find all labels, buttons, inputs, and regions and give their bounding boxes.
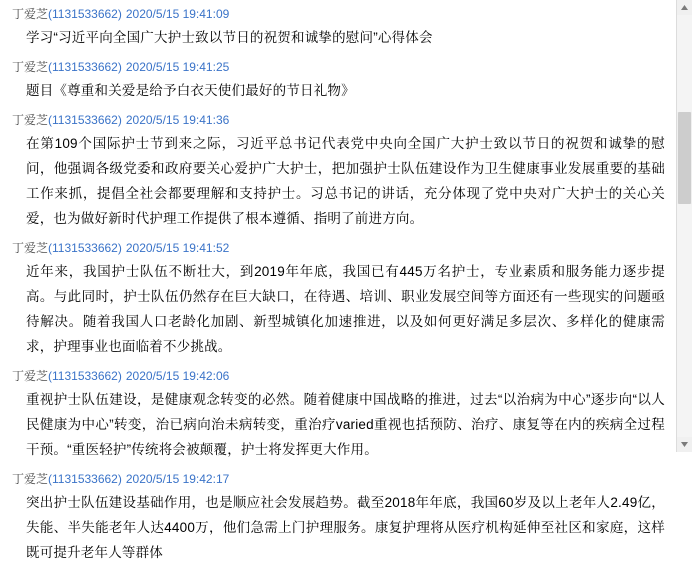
sender-id[interactable]: (1131533662) [48,60,122,74]
sender-id[interactable]: (1131533662) [48,113,122,127]
message-timestamp: 2020/5/15 19:41:25 [125,60,230,74]
sender-id[interactable]: (1131533662) [48,241,122,255]
sender-id[interactable]: (1131533662) [48,369,122,383]
message-text: 在第109个国际护士节到来之际，习近平总书记代表党中央向全国广大护士致以节日的祝贺和诚挚的慰问，他强调各级党委和政府要关心爱护广大护士，把加强护士队伍建设作为卫生健康事业发展重要的基础工作来抓，提倡全社会都要理解和支持护士。习总书记的讲话，充分体现了党中央对广大护士的关心关爱，也为做好新时代护理工作提供了根本遵循、指明了前进方向。 [26,136,665,226]
message-timestamp: 2020/5/15 19:42:17 [125,472,230,486]
chat-message [12,240,669,359]
scrollbar-thumb[interactable] [678,112,691,204]
message-text: 学习“习近平向全国广大护士致以节日的祝贺和诚挚的慰问”心得体会 [26,30,433,45]
chat-message [12,6,669,50]
sender-name: 丁爱芝 [12,7,49,21]
chat-message [12,112,669,231]
sender-name: 丁爱芝 [12,472,49,486]
message-text: 近年来，我国护士队伍不断壮大，到2019年年底，我国已有445万名护士，专业素质和服务能力逐步提高。与此同时，护士队伍仍然存在巨大缺口，在待遇、培训、职业发展空间等方面还有一些现实的问题亟待解决。随着我国人口老龄化加剧、新型城镇化加速推进，以及如何更好满足多层次、多样化的健康需求，护理事业也面临着不少挑战。 [26,264,665,354]
message-header [12,471,669,487]
chat-message [12,471,669,565]
message-text: 重视护士队伍建设，是健康观念转变的必然。随着健康中国战略的推进，过去“以治病为中心”逐步向“以人民健康为中心”转变，治已病向治未病转变，重治疗varied重视也括预防、治疗、康复等在内的疾病全过程干预。“重医轻护”传统将会被颠覆，护士将发挥更大作用。 [26,392,665,457]
scroll-down-arrow-icon[interactable] [677,437,692,452]
message-header [12,112,669,128]
message-header [12,59,669,75]
sender-name: 丁爱芝 [12,241,49,255]
message-header [12,240,669,256]
chat-message [12,368,669,462]
message-header [12,6,669,22]
sender-id[interactable]: (1131533662) [48,472,122,486]
scroll-up-arrow-icon[interactable] [677,0,692,15]
sender-id[interactable]: (1131533662) [48,7,122,21]
chat-message [12,59,669,103]
sender-name: 丁爱芝 [12,369,49,383]
sender-name: 丁爱芝 [12,60,49,74]
sender-name: 丁爱芝 [12,113,49,127]
message-timestamp: 2020/5/15 19:42:06 [125,369,230,383]
vertical-scrollbar[interactable] [676,0,692,452]
message-timestamp: 2020/5/15 19:41:52 [125,241,230,255]
message-header [12,368,669,384]
message-timestamp: 2020/5/15 19:41:36 [125,113,230,127]
message-timestamp: 2020/5/15 19:41:09 [125,7,230,21]
message-text: 题目《尊重和关爱是给予白衣天使们最好的节日礼物》 [26,83,355,98]
scrollbar-track-lower[interactable] [677,204,692,437]
message-text: 突出护士队伍建设基础作用，也是顺应社会发展趋势。截至2018年年底，我国60岁及以上老年人2.49亿，失能、半失能老年人达4400万，他们急需上门护理服务。康复护理将从医疗机构延伸至社区和家庭，这样既可提升老年人等群体 [26,495,665,560]
scrollbar-track-upper[interactable] [677,15,692,112]
